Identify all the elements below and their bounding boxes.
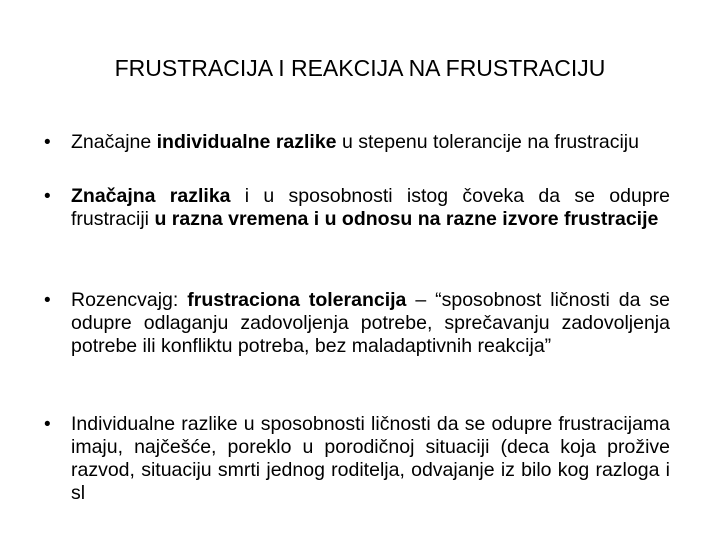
bullet-text-segment: Rozencvajg: [71,289,188,311]
bullet-text-segment: frustraciona tolerancija [187,289,407,311]
bullet-text-segment: individualne razlike [156,131,337,153]
bullet-marker: • [44,290,51,311]
bullet-text-segment: u stepenu tolerancije na frustraciju [336,131,639,153]
bullet-text-segment: Značajna razlika [71,185,231,207]
slide-title: FRUSTRACIJA I REAKCIJA NA FRUSTRACIJU [114,55,606,81]
bullet-item [44,185,670,231]
bullet-marker: • [44,414,51,435]
bullet-text-segment: – “sposobnost ličnosti da se odupre odlaganju zadovoljenja potrebe, sprečavanju zadovoljenja potrebe ili konfliktu potreba, bez maladaptivnih reakcija” [71,289,670,357]
bullet-text-segment: Individualne razlike u sposobnosti ličnosti da se odupre frustracijama imaju, najčešće, poreklo u porodičnoj situaciji (deca koja prožive razvod, situaciju smrti jednog roditelja, odvajanje iz bilo kog razloga i sl [71,413,670,504]
bullet-text-segment: u razna vremena i u odnosu na razne izvore frustracije [154,208,659,230]
bullet-item [44,131,670,154]
bullet-item [44,413,670,505]
bullet-text-segment: Značajne [71,131,157,153]
bullet-text-segment: i u sposobnosti istog čoveka da se odupre frustraciji [71,185,670,230]
bullet-item [44,289,670,358]
bullet-marker: • [44,132,51,153]
bullet-marker: • [44,186,51,207]
